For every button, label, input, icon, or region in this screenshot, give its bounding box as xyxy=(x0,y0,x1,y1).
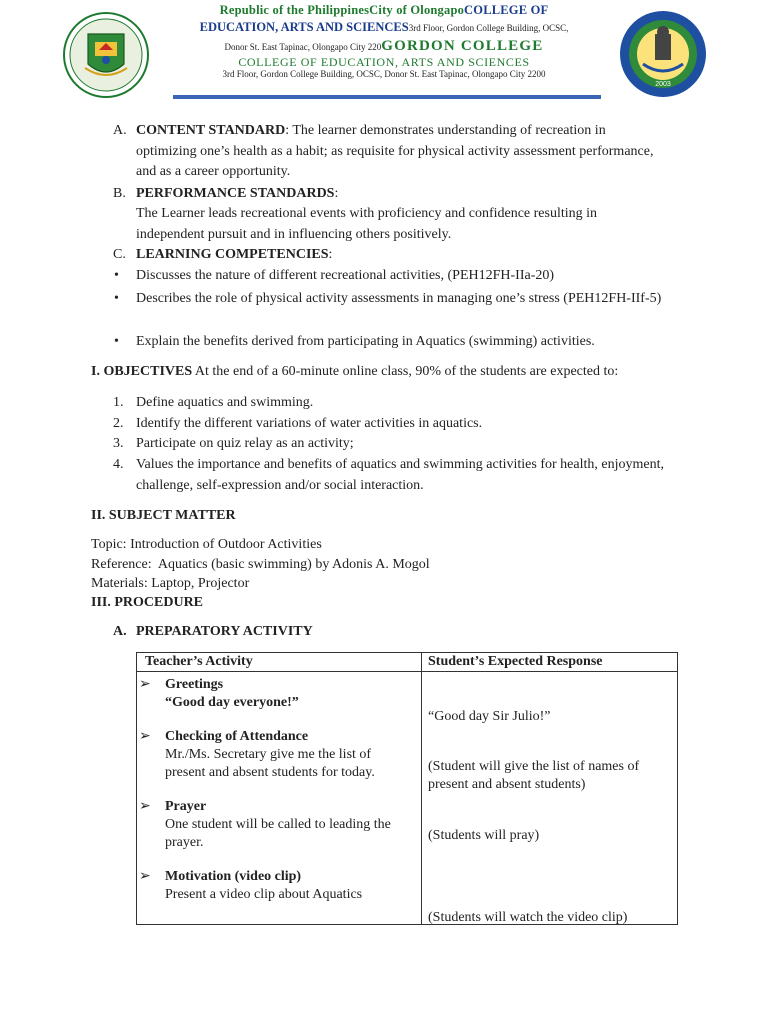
content-standard-title: CONTENT STANDARD xyxy=(136,123,286,138)
performance-standards xyxy=(136,184,656,205)
bullet-icon: • xyxy=(114,291,119,306)
activity-head: Motivation (video clip) xyxy=(165,869,302,884)
objective-number: 2. xyxy=(113,416,124,431)
header-line-4 xyxy=(150,55,618,70)
college-of-text: COLLEGE OF xyxy=(464,3,549,17)
learning-competencies xyxy=(136,245,656,266)
section-a-letter: A. xyxy=(113,123,127,138)
objective-number: 4. xyxy=(113,457,124,472)
activity-head: Greetings xyxy=(165,677,224,692)
header-line-3 xyxy=(150,37,618,55)
activity-attendance xyxy=(139,728,409,782)
performance-standards-title: PERFORMANCE STANDARDS xyxy=(136,186,335,201)
performance-standards-text: The Learner leads recreational events with proficiency and confidence resulting in independent pursuit and in influencing others positively. xyxy=(136,206,598,242)
objective-number: 1. xyxy=(113,395,124,410)
objective-item: Values the importance and benefits of aquatics and swimming activities for health, enjoyment, challenge, self-expression and/or social interaction. xyxy=(136,457,664,493)
learning-competencies-title: LEARNING COMPETENCIES xyxy=(136,247,329,262)
topic-line: Topic: Introduction of Outdoor Activities xyxy=(91,537,322,552)
header-line-1 xyxy=(150,3,618,18)
activity-head: Checking of Attendance xyxy=(165,729,309,744)
student-response-header: Student’s Expected Response xyxy=(422,653,678,672)
activity-body: One student will be called to leading the prayer. xyxy=(165,817,391,850)
reference-line: Reference: Aquatics (basic swimming) by Adonis A. Mogol xyxy=(91,557,430,572)
response-prayer: (Students will pray) xyxy=(428,828,540,843)
gordon-college-seal-left xyxy=(63,12,149,103)
address-line: 3rd Floor, Gordon College Building, OCSC, Donor St. East Tapinac, Olongapo City 2200 xyxy=(222,69,546,79)
arrow-bullet-icon: ➢ xyxy=(139,869,151,884)
activity-body: Present a video clip about Aquatics xyxy=(165,887,363,902)
republic-text: Republic of the Philippines xyxy=(219,3,370,17)
competency-item: Explain the benefits derived from participating in Aquatics (swimming) activities. xyxy=(136,334,595,349)
performance-standards-colon: : xyxy=(334,186,339,201)
competency-item: Discusses the nature of different recreational activities, (PEH12FH-IIa-20) xyxy=(136,268,555,283)
activity-motivation xyxy=(139,868,409,904)
objective-item: Define aquatics and swimming. xyxy=(136,395,314,410)
arrow-bullet-icon: ➢ xyxy=(139,799,151,814)
header-rule xyxy=(173,95,601,99)
address-text-b: Donor St. East Tapinac, Olongapo City 220 xyxy=(224,42,382,52)
content-standard xyxy=(136,121,656,183)
objectives-heading xyxy=(91,362,691,383)
objective-item: Participate on quiz relay as an activity; xyxy=(136,436,354,451)
objective-item: Identify the different variations of water activities in aquatics. xyxy=(136,416,483,431)
materials-line: Materials: Laptop, Projector xyxy=(91,576,250,591)
preparatory-activity-table xyxy=(136,652,678,925)
objectives-title: I. OBJECTIVES xyxy=(91,364,193,379)
student-response-cell xyxy=(422,672,678,925)
activity-body: “Good day everyone!” xyxy=(165,695,299,710)
department-subtitle: COLLEGE OF EDUCATION, ARTS AND SCIENCES xyxy=(238,55,530,69)
activity-body: Mr./Ms. Secretary give me the list of present and absent students for today. xyxy=(165,747,375,780)
svg-text:2003: 2003 xyxy=(655,81,671,88)
objective-number: 3. xyxy=(113,436,124,451)
section-c-letter: C. xyxy=(113,247,126,262)
preparatory-activity-title: PREPARATORY ACTIVITY xyxy=(136,624,313,639)
competency-item: Describes the role of physical activity assessments in managing one’s stress (PEH12FH-IIf-5) xyxy=(136,291,662,306)
teacher-activity-header: Teacher’s Activity xyxy=(137,653,422,672)
address-text-a: 3rd Floor, Gordon College Building, OCSC, xyxy=(408,23,569,33)
objectives-intro: At the end of a 60-minute online class, 90% of the students are expected to: xyxy=(192,364,619,379)
procedure-title: III. PROCEDURE xyxy=(91,595,204,610)
response-attendance: (Student will give the list of names of present and absent students) xyxy=(428,759,640,792)
subject-matter-title: II. SUBJECT MATTER xyxy=(91,508,236,523)
department-text: EDUCATION, ARTS AND SCIENCES xyxy=(199,20,409,34)
learning-competencies-colon: : xyxy=(328,247,333,262)
activity-head: Prayer xyxy=(165,799,207,814)
procedure-sub-letter: A. xyxy=(113,624,127,639)
bullet-icon: • xyxy=(114,268,119,283)
city-text: City of Olongapo xyxy=(369,3,465,17)
response-motivation: (Students will watch the video clip) xyxy=(428,910,628,925)
gordon-college-seal-right xyxy=(619,10,707,103)
bullet-icon: • xyxy=(114,334,119,349)
college-name: GORDON COLLEGE xyxy=(381,38,544,54)
section-b-letter: B. xyxy=(113,186,126,201)
arrow-bullet-icon: ➢ xyxy=(139,729,151,744)
activity-greetings xyxy=(139,676,409,712)
header-line-2 xyxy=(150,20,618,35)
arrow-bullet-icon: ➢ xyxy=(139,677,151,692)
teacher-activity-cell xyxy=(137,672,422,925)
content-standard-text: : The learner demonstrates understanding of recreation in optimizing one’s health as a habit; as requisite for physical activity assessment performance, and as a career opportunity. xyxy=(136,123,654,179)
header-line-5 xyxy=(150,69,618,79)
response-greetings: “Good day Sir Julio!” xyxy=(428,709,551,724)
activity-prayer xyxy=(139,798,409,852)
